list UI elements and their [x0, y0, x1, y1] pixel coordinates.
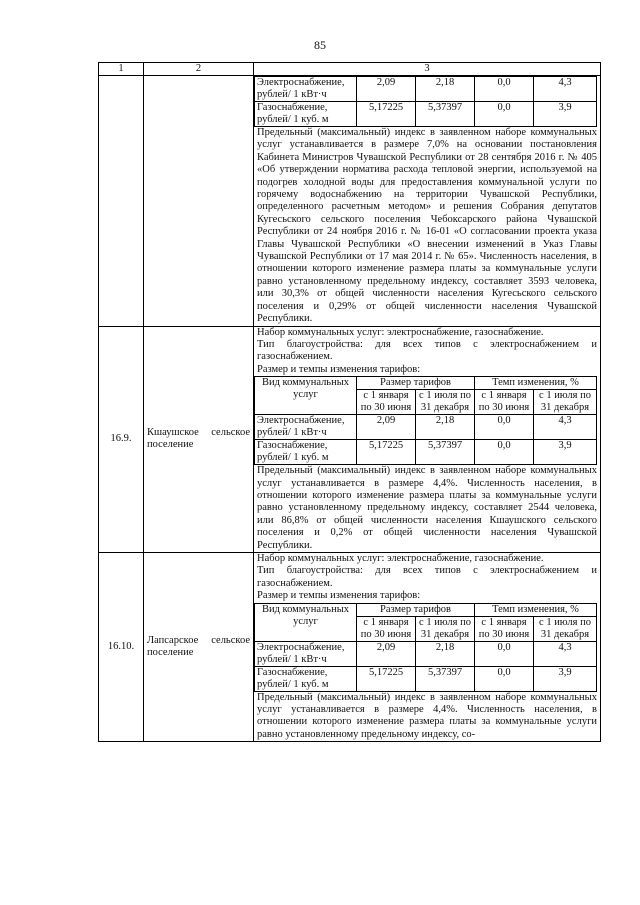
tariff-value: 3,9: [534, 440, 597, 465]
th-size: Размер тарифов: [357, 377, 475, 390]
tariff-value: 2,09: [357, 415, 416, 440]
tariff-row: [255, 415, 597, 440]
tariff-label: Газоснабжение, рублей/ 1 куб. м: [255, 666, 357, 691]
th-rate: Темп изменения, %: [475, 377, 597, 390]
continuation-paragraph: Предельный (максимальный) индекс в заявленном наборе коммунальных услуг устанавливается в размере 7,0% на основании постановления Кабинета Министров Чувашской Республики от 28 сентября 2016 г. № 405 «Об утверждении норматива расхода тепловой энергии, используемой на подогрев холодной воды для предоставления коммунальной услуги по горячему водоснабжению на территории Чувашской Республики, определенного расчетным методом» и решения Собрания депутатов Кугесьского сельского поселения Чебоксарского района Чувашской Республики от 24 ноября 2016 г. № 16-01 «О согласовании проекта указа Главы Чувашской Республики «О внесении изменений в Указ Главы Чувашской Республики от 17 мая 2014 г. № 65». Численность населения, в отношении которого изменение размера платы за коммунальные услуги равно установленному предельному индексу, составляет 3593 человека, или 30,3% от общей численности населения Кугесьского сельского поселения и 0,29% от общей численности населения Чувашской Республики.: [257, 127, 597, 325]
tariff-value: 5,17225: [357, 440, 416, 465]
entry-paragraph: Предельный (максимальный) индекс в заявленном наборе коммунальных услуг устанавливается в размере 4,4%. Численность населения, в отношении которого изменение размера платы за коммунальные услуги равно установленному предельному индексу, со-: [257, 691, 597, 740]
tariff-label: Электроснабжение, рублей/ 1 кВт·ч: [255, 415, 357, 440]
tariff-value: 0,0: [475, 641, 534, 666]
header-col-2: 2: [144, 63, 254, 76]
header-col-1: 1: [99, 63, 144, 76]
tariff-value: 0,0: [475, 440, 534, 465]
services-text: Набор коммунальных услуг: электроснабжение, газоснабжение.: [257, 326, 544, 338]
th-period: с 1 июля по 31 декабря: [534, 616, 597, 641]
tariff-value: 5,37397: [416, 440, 475, 465]
tariff-value: 4,3: [534, 77, 597, 102]
tariff-label: Электроснабжение, рублей/ 1 кВт·ч: [255, 77, 357, 102]
continuation-tariff-table: [254, 76, 597, 127]
th-period: с 1 января по 30 июня: [357, 390, 416, 415]
tariff-label: Электроснабжение, рублей/ 1 кВт·ч: [255, 641, 357, 666]
header-row: [99, 63, 601, 76]
rates-title: Размер и темпы изменения тарифов:: [257, 363, 421, 375]
continuation-num: [99, 76, 144, 327]
main-table: [98, 62, 601, 742]
th-size: Размер тарифов: [357, 603, 475, 616]
tariff-value: 0,0: [475, 666, 534, 691]
tariff-value: 0,0: [475, 77, 534, 102]
tariff-value: 5,37397: [416, 102, 475, 127]
entry-number: 16.9.: [99, 326, 144, 552]
th-rate: Темп изменения, %: [475, 603, 597, 616]
tariff-value: 2,18: [416, 77, 475, 102]
th-kind: Вид коммунальных услуг: [255, 377, 357, 415]
tariff-row: [255, 440, 597, 465]
entry-name: Лапсарское сельское поселение: [144, 552, 254, 741]
entry-number: 16.10.: [99, 552, 144, 741]
entry-row: [99, 326, 601, 552]
th-kind: Вид коммунальных услуг: [255, 603, 357, 641]
tariff-value: 2,18: [416, 415, 475, 440]
th-period: с 1 января по 30 июня: [475, 616, 534, 641]
tariff-table: [254, 603, 597, 692]
tariff-value: 3,9: [534, 102, 597, 127]
page-number: 85: [314, 38, 326, 52]
tariff-label: Газоснабжение, рублей/ 1 куб. м: [255, 102, 357, 127]
th-period: с 1 июля по 31 декабря: [416, 390, 475, 415]
continuation-name: [144, 76, 254, 327]
tariff-value: 2,18: [416, 641, 475, 666]
tariff-value: 2,09: [357, 77, 416, 102]
tariff-row: [255, 641, 597, 666]
tariff-value: 0,0: [475, 102, 534, 127]
tariff-value: 5,17225: [357, 102, 416, 127]
tariff-table: [254, 376, 597, 465]
tariff-row: [255, 102, 597, 127]
amenity-text: Тип благоустройства: для всех типов с электроснабжением и газоснабжением.: [257, 565, 597, 589]
amenity-text: Тип благоустройства: для всех типов с электроснабжением и газоснабжением.: [257, 338, 597, 363]
tariff-row: [255, 77, 597, 102]
th-period: с 1 января по 30 июня: [357, 616, 416, 641]
tariff-value: 0,0: [475, 415, 534, 440]
entry-paragraph: Предельный (максимальный) индекс в заявленном наборе коммунальных услуг устанавливается в размере 4,4%. Численность населения, в отношении которого изменение размера платы за коммунальные услуги равно установленному предельному индексу, составляет 2544 человека, или 86,8% от общей численности населения Кшаушского сельского поселения и 0,2% от общей численности населения Чувашской Республики.: [257, 465, 597, 551]
th-period: с 1 июля по 31 декабря: [416, 616, 475, 641]
tariff-value: 5,17225: [357, 666, 416, 691]
services-text: Набор коммунальных услуг: электроснабжение, газоснабжение.: [257, 552, 544, 564]
th-period: с 1 января по 30 июня: [475, 390, 534, 415]
entry-row: [99, 552, 601, 741]
tariff-value: 4,3: [534, 415, 597, 440]
th-period: с 1 июля по 31 декабря: [534, 390, 597, 415]
tariff-value: 2,09: [357, 641, 416, 666]
tariff-label: Газоснабжение, рублей/ 1 куб. м: [255, 440, 357, 465]
rates-title: Размер и темпы изменения тарифов:: [257, 590, 421, 602]
entry-name: Кшаушское сельское поселение: [144, 326, 254, 552]
header-col-3: 3: [254, 63, 601, 76]
tariff-value: 5,37397: [416, 666, 475, 691]
tariff-row: [255, 666, 597, 691]
tariff-value: 4,3: [534, 641, 597, 666]
continuation-row: [99, 76, 601, 327]
tariff-value: 3,9: [534, 666, 597, 691]
